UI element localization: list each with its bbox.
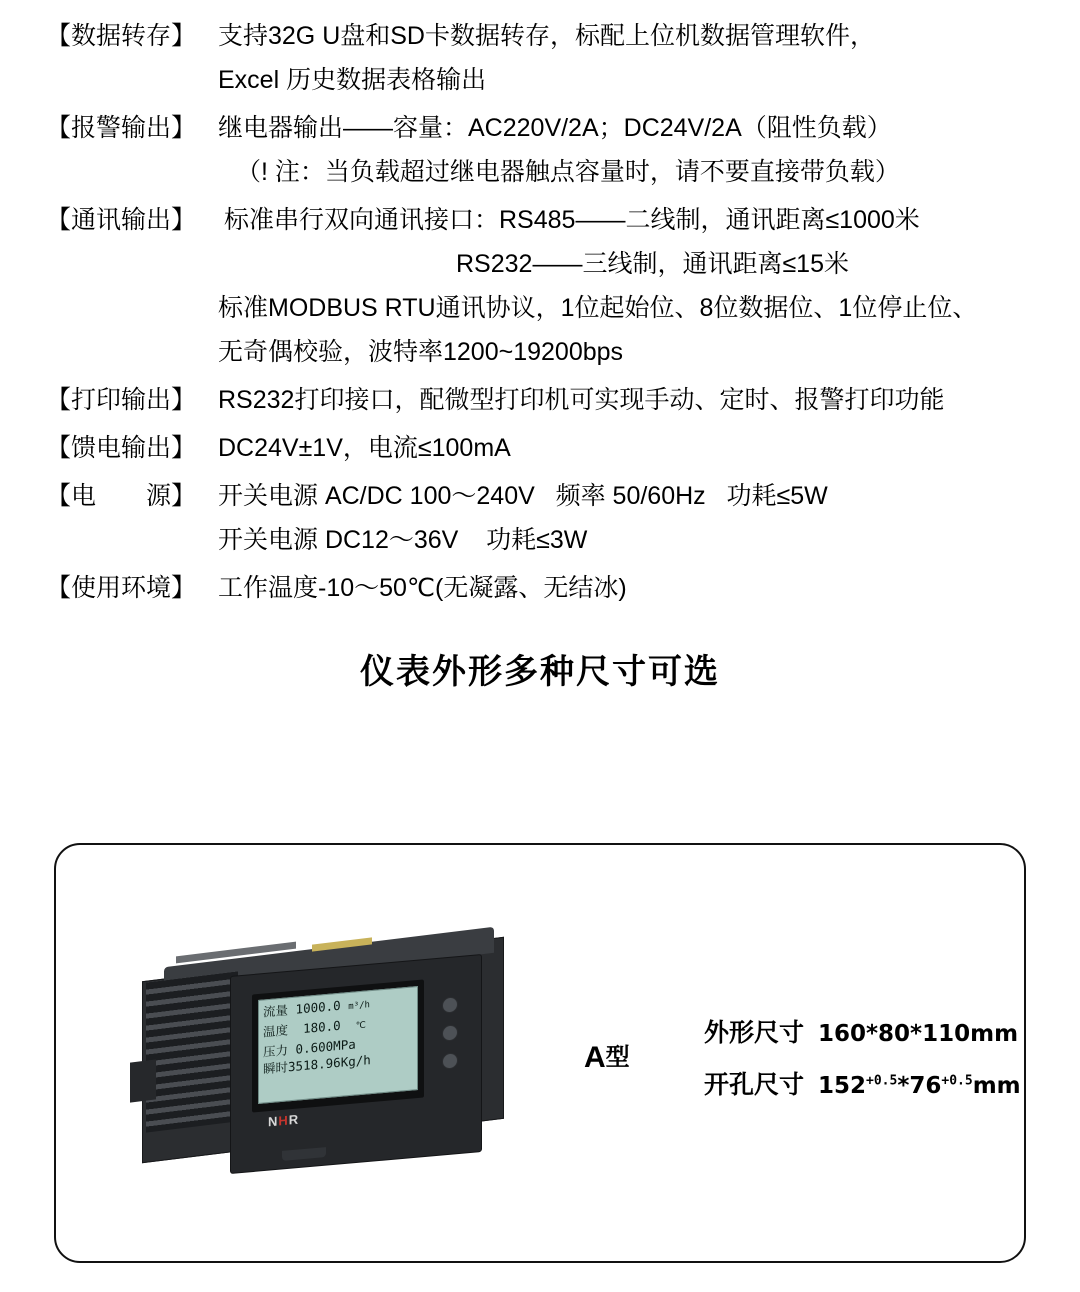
device-button[interactable]	[442, 1052, 458, 1069]
spec-line: RS232打印接口，配微型打印机可实现手动、定时、报警打印功能	[218, 386, 945, 414]
logo-r: R	[288, 1111, 300, 1128]
spec-line: 继电器输出——容量：AC220V/2A；DC24V/2A（阻性负载）	[218, 114, 892, 142]
dimension-value: $152^{+0.5}*76^{+0.5}mm$	[818, 1073, 1021, 1099]
device-button-group[interactable]	[432, 995, 468, 1094]
logo-n: N	[268, 1113, 279, 1130]
dimension-row-cutout	[704, 1065, 1021, 1101]
spec-line: 工作温度-10～50℃(无凝露、无结冰)	[218, 574, 627, 602]
device-button[interactable]	[442, 1024, 458, 1041]
spec-values	[218, 566, 1050, 610]
spec-line-note: （! 注：当负载超过继电器触点容量时，请不要直接带负载）	[236, 158, 900, 186]
device-lcd-screen	[258, 986, 418, 1104]
spec-row	[46, 14, 1050, 102]
product-card	[54, 843, 1026, 1263]
device-button[interactable]	[442, 996, 458, 1013]
device-vent-fins	[146, 971, 238, 1132]
lcd-temp-unit: ℃	[355, 1020, 366, 1032]
dimension-tolerance-1: +0.5	[866, 1073, 898, 1089]
lcd-flow-name: 流量	[263, 1002, 289, 1020]
spec-line: 支持32G U盘和SD卡数据转存，标配上位机数据管理软件，	[218, 22, 875, 50]
spec-label: 【使用环境】	[46, 574, 197, 602]
device-brand-logo	[268, 1112, 299, 1130]
lcd-flow-unit: m³/h	[348, 1000, 370, 1013]
spec-label: 【馈电输出】	[46, 434, 197, 462]
spec-values	[218, 14, 1050, 102]
lcd-flow-value: 1000.0	[295, 997, 341, 1017]
spec-line: 标准MODBUS RTU通讯协议，1位起始位、8位数据位、1位停止位、	[218, 294, 978, 322]
spec-values	[218, 106, 1050, 194]
spec-values	[218, 474, 1050, 562]
spec-line: 标准串行双向通讯接口：RS485——二线制，通讯距离≤1000米	[224, 206, 920, 234]
logo-h: H	[278, 1112, 289, 1129]
spec-label: 【通讯输出】	[46, 206, 197, 234]
lcd-temp-name: 温度	[263, 1022, 289, 1040]
spec-line: 开关电源 AC/DC 100～240V 频率 50/60Hz 功耗≤5W	[218, 482, 828, 510]
spec-line: 开关电源 DC12～36V 功耗≤3W	[218, 526, 588, 554]
device-illustration	[102, 931, 552, 1171]
spec-row	[46, 378, 1050, 422]
model-letter: A	[584, 1041, 606, 1074]
section-title: 仪表外形多种尺寸可选	[360, 653, 720, 691]
dimension-list	[704, 1013, 1021, 1117]
dimension-value: 160*80*110mm	[818, 1021, 1019, 1047]
lcd-instant-name: 瞬时	[263, 1059, 289, 1077]
device-mount-tab-left	[130, 1059, 156, 1102]
lcd-pressure-value: 0.600MPa	[295, 1036, 356, 1057]
spec-label: 【电 源】	[46, 482, 197, 510]
dimension-key: 开孔尺寸	[704, 1071, 805, 1099]
lcd-instant-value: 3518.96Kg/h	[288, 1052, 371, 1075]
lcd-temp-value: 180.0	[303, 1017, 341, 1037]
spec-row	[46, 566, 1050, 610]
spec-line: DC24V±1V，电流≤100mA	[218, 434, 511, 462]
spec-label: 【报警输出】	[46, 114, 197, 142]
spec-list	[0, 0, 1080, 610]
spec-label: 【打印输出】	[46, 386, 197, 414]
dimension-key: 外形尺寸	[704, 1019, 805, 1047]
dimension-row-outline	[704, 1013, 1019, 1049]
spec-line: RS232——三线制，通讯距离≤15米	[456, 250, 849, 278]
spec-row	[46, 426, 1050, 470]
spec-values	[218, 198, 1050, 374]
lcd-pressure-name: 压力	[263, 1042, 289, 1060]
model-suffix: 型	[605, 1044, 630, 1071]
spec-row	[46, 474, 1050, 562]
spec-values	[218, 378, 1050, 422]
spec-values	[218, 426, 1050, 470]
spec-row	[46, 106, 1050, 194]
spec-line: 无奇偶校验，波特率1200~19200bps	[218, 338, 624, 366]
spec-line: Excel 历史数据表格输出	[218, 66, 487, 94]
spec-row	[46, 198, 1050, 374]
model-label	[584, 1037, 630, 1075]
dimension-tolerance-2: +0.5	[941, 1073, 973, 1089]
spec-label: 【数据转存】	[46, 22, 197, 50]
